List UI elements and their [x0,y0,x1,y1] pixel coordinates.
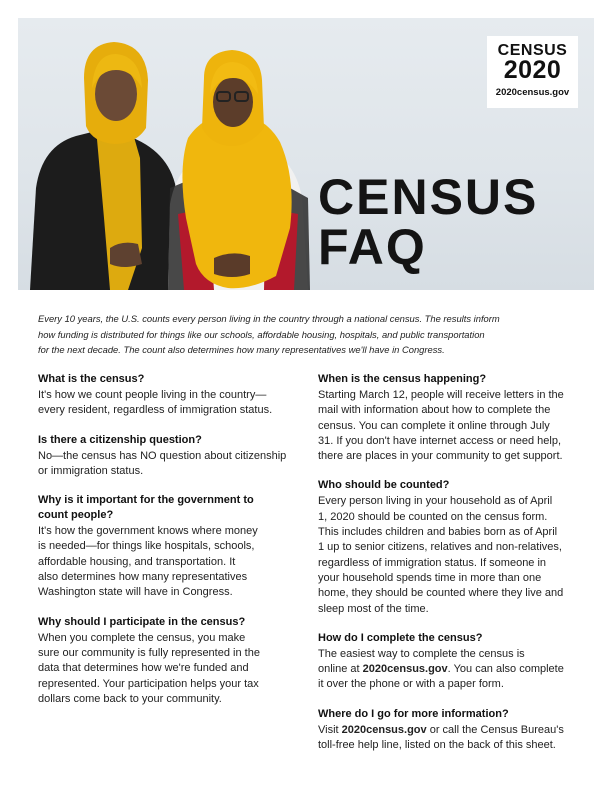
logo-url: 2020census.gov [495,87,570,98]
faq-question: Why is it important for the government to count people? [38,494,254,522]
page-title-line-2: FAQ [318,219,427,275]
faq-question: Is there a citizenship question? [38,433,202,446]
faq-right-column [318,372,580,753]
intro-line: Every 10 years, the U.S. counts every person living in the country through a national census. The results inform [38,313,500,324]
intro-paragraph [38,311,558,358]
faq-answer: No—the census has NO question about citizenship or immigration status. [38,449,287,477]
faq-answer: Every person living in your household as of April 1, 2020 should be counted on the census form. This includes children and babies born as of April 1 up to senior citizens, relatives and non-relatives, regardless of immigration status. If someone in your household spends time in more than one home, they should be counted where they live and sleep most of the time. [318,495,564,615]
intro-line: how funding is distributed for things like our schools, affordable housing, hospitals, and public transportation [38,328,485,340]
faq-item-why-participate [38,615,300,707]
faq-question: How do I complete the census? [318,631,483,644]
faq-question: Where do I go for more information? [318,707,509,720]
faq-item-how-complete [318,631,580,693]
right-woman-figure [168,50,310,290]
faq-question: Why should I participate in the census? [38,615,246,628]
faq-item-when-happening [318,372,580,464]
faq-item-what-is-census [38,372,300,419]
census-website-link[interactable]: 2020census.gov [341,723,427,736]
census-2020-logo [487,36,578,108]
left-woman-figure [30,42,182,290]
faq-answer: Starting March 12, people will receive letters in the mail with information about how to complete the census. You can complete it online through July 31. If you don't have internet access or need help, there are places in your community to get support. [318,389,564,463]
faq-item-who-counted [318,478,580,616]
faq-item-more-information [318,707,580,754]
logo-word: CENSUS [497,42,568,59]
faq-answer: It's how we count people living in the country— every resident, regardless of immigration status. [38,389,273,417]
logo-year: 2020 [503,56,562,84]
intro-line: for the next decade. The count also determines how many representatives we'll have in Congress. [38,344,445,355]
hero-banner [18,18,594,290]
faq-left-column [38,372,300,707]
faq-item-citizenship-question [38,433,300,480]
faq-answer: When you complete the census, you make sure our community is fully represented in the data that determines how we're funded and represented. Your participation helps your tax dollars come back to your community. [38,631,260,705]
page-title-line-1: CENSUS [318,169,539,225]
faq-question: What is the census? [38,373,145,385]
faq-question: Who should be counted? [318,479,450,492]
faq-answer: The easiest way to complete the census is online at 2020census.gov. You can also complete it over the phone or with a paper form. [318,647,564,691]
faq-answer: Visit 2020census.gov or call the Census Bureau's toll-free help line, listed on the back of this sheet. [318,723,564,752]
census-website-link[interactable]: 2020census.gov [362,663,448,676]
faq-answer: It's how the government knows where money is needed—for things like hospitals, schools, affordable housing, and transportation. It also determines how many representatives Washington state will have in Congress. [38,525,258,599]
faq-question: When is the census happening? [318,373,487,385]
faq-item-why-important [38,493,300,600]
